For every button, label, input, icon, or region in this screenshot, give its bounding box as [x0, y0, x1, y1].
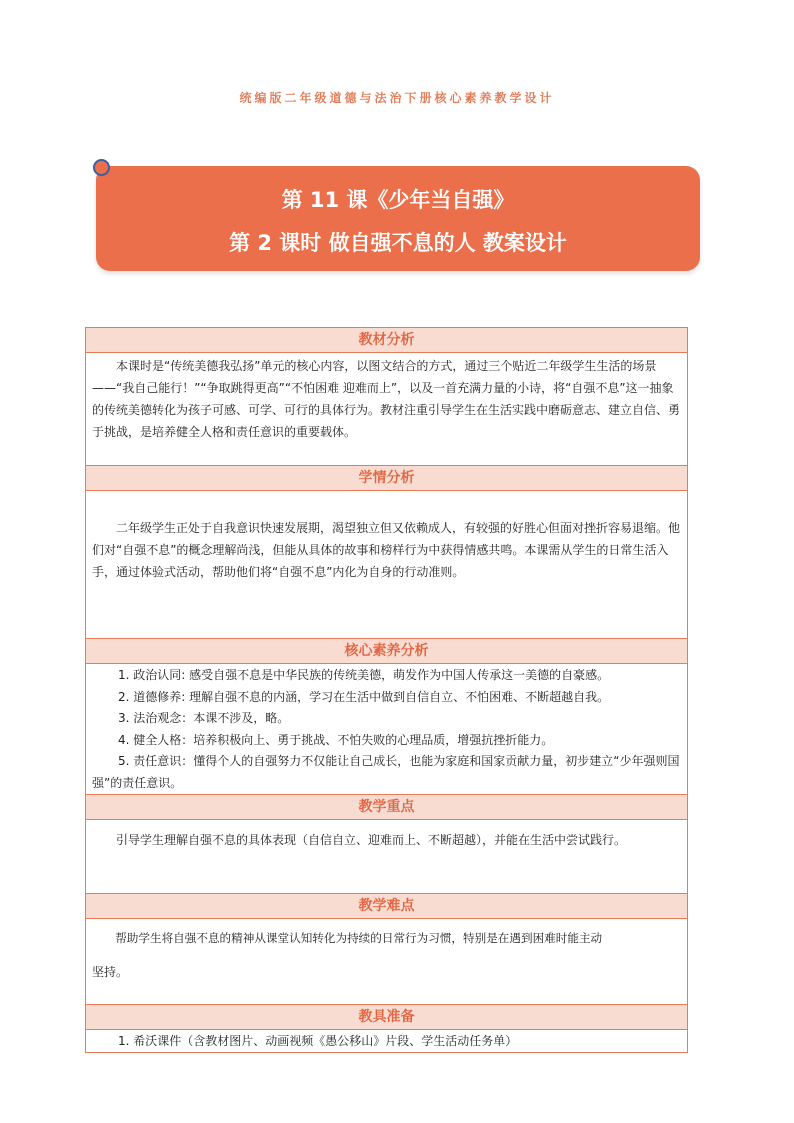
core-item-1: 1. 政治认同: 感受自强不息是中华民族的传统美德，萌发作为中国人传承这一美德的自豪感。 [118, 668, 610, 682]
lesson-subtitle: 第 2 课时 做自强不息的人 教案设计 [229, 231, 567, 255]
student-analysis-text: 二年级学生正处于自我意识快速发展期，渴望独立但又依赖成人，有较强的好胜心但面对挫折容易退缩。他们对“自强不息”的概念理解尚浅，但能从具体的故事和榜样行为中获得情感共鸣。本课需从学生的日常生活入手，通过体验式活动，帮助他们将“自强不息”内化为自身的行动准则。 [92, 521, 681, 579]
teaching-focus-text: 引导学生理解自强不息的具体表现（自信自立、迎难而上、不断超越），并能在生活中尝试践行。 [116, 833, 627, 847]
section-heading-difficulty: 教学难点 [86, 894, 687, 919]
core-item-2: 2. 道德修养: 理解自强不息的内涵，学习在生活中做到自信自立、不怕困难、不断超越自我。 [118, 689, 610, 704]
section-body-focus [86, 820, 687, 894]
teaching-difficulty-text-line2: 坚持。 [92, 965, 129, 979]
banner-circle-decoration [93, 159, 110, 176]
section-body-students [86, 491, 687, 639]
section-heading-core: 核心素养分析 [86, 639, 687, 664]
document-header: 统编版二年级道德与法治下册核心素养教学设计 [239, 91, 555, 105]
textbook-analysis-text: 本课时是“传统美德我弘扬”单元的核心内容，以图文结合的方式，通过三个贴近二年级学生生活的场景——“我自己能行！”“争取跳得更高”“不怕困难 迎难而上”，以及一首充满力量的小诗，将“自强不息”这一抽象的传统美德转化为孩子可感、可学、可行的具体行为。教材注重引导学生在生活实践中磨砺意志、建立自信、勇于挑战，是培养健全人格和责任意识的重要载体。 [92, 359, 681, 439]
lesson-title: 第 11 课《少年当自强》 [281, 188, 515, 212]
section-heading-textbook: 教材分析 [86, 328, 687, 353]
core-item-4: 4. 健全人格：培养积极向上、勇于挑战、不怕失败的心理品质，增强抗挫折能力。 [118, 732, 554, 747]
section-body-difficulty [86, 919, 687, 1005]
section-body-textbook [86, 353, 687, 466]
core-item-5: 5. 责任意识：懂得个人的自强努力不仅能让自己成长，也能为家庭和国家贡献力量，初步建立“少年强则国强”的责任意识。 [92, 754, 680, 790]
teaching-difficulty-text-line1: 帮助学生将自强不息的精神从课堂认知转化为持续的日常行为习惯，特别是在遇到困难时能主动 [115, 931, 603, 945]
section-heading-focus: 教学重点 [86, 795, 687, 820]
materials-item-1: 1. 希沃课件（含教材图片、动画视频《愚公移山》片段、学生活动任务单） [118, 1034, 518, 1048]
lesson-plan-table [85, 327, 688, 1053]
section-body-materials [86, 1030, 687, 1052]
section-body-core [86, 664, 687, 795]
core-item-3: 3. 法治观念：本课不涉及，略。 [118, 711, 290, 725]
section-heading-materials: 教具准备 [86, 1005, 687, 1030]
section-heading-students: 学情分析 [86, 466, 687, 491]
